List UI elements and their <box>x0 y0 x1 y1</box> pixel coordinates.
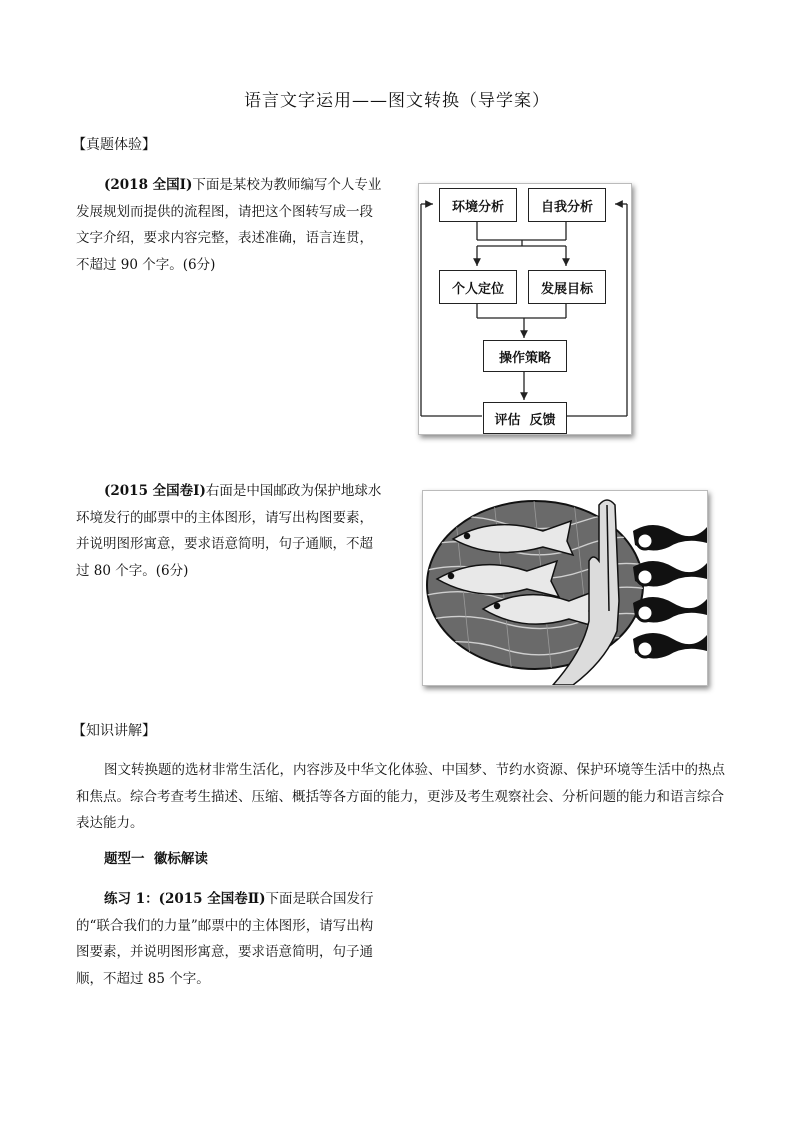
question-2 <box>76 478 386 584</box>
exercise-1 <box>76 886 386 992</box>
knowledge-paragraph: 图文转换题的选材非常生活化，内容涉及中华文化体验、中国梦、节约水资源、保护环境等生活中的热点和焦点。综合考查考生描述、压缩、概括等各方面的能力，更涉及考生观察社会、分析问题的能力和语言综合表达能力。 <box>76 762 725 831</box>
type-1-heading: 题型一 徽标解读 <box>104 851 208 867</box>
flowchart-figure <box>418 183 632 435</box>
question-2-source: (2015 全国卷Ⅰ) <box>104 483 206 499</box>
stamp-illustration <box>423 491 707 685</box>
flow-node-position: 个人定位 <box>439 270 517 304</box>
question-1-text: 下面是某校为教师编写个人专业发展规划而提供的流程图，请把这个图转写成一段文字介绍，要求内容完整，表述准确，语言连贯，不超过 90 个字。(6分) <box>76 177 382 273</box>
flow-node-strategy: 操作策略 <box>483 340 567 372</box>
question-1-source: (2018 全国Ⅰ) <box>104 177 193 193</box>
exercise-1-text: 下面是联合国发行的“联合我们的力量”邮票中的主体图形，请写出构图要素，并说明图形寓意，要求语意简明，句子通顺，不超过 85 个字。 <box>76 891 374 987</box>
question-2-text: 右面是中国邮政为保护地球水环境发行的邮票中的主体图形，请写出构图要素，并说明图形寓意，要求语意简明，句子通顺，不超过 80 个字。(6分) <box>76 483 382 579</box>
exercise-1-label: 练习 1： <box>104 891 159 907</box>
flow-node-feedback: 评估 反馈 <box>483 402 567 434</box>
section-heading-knowledge: 【知识讲解】 <box>72 723 156 739</box>
page-title: 语言文字运用——图文转换（导学案） <box>244 91 550 111</box>
stamp-figure <box>422 490 708 686</box>
flow-node-environment: 环境分析 <box>439 188 517 222</box>
pollution-waves <box>633 525 707 659</box>
flow-node-self: 自我分析 <box>528 188 606 222</box>
flow-node-goal: 发展目标 <box>528 270 606 304</box>
section-heading-real-exam: 【真题体验】 <box>72 137 156 153</box>
question-1 <box>76 172 386 278</box>
exercise-1-source: (2015 全国卷Ⅱ) <box>158 891 266 907</box>
